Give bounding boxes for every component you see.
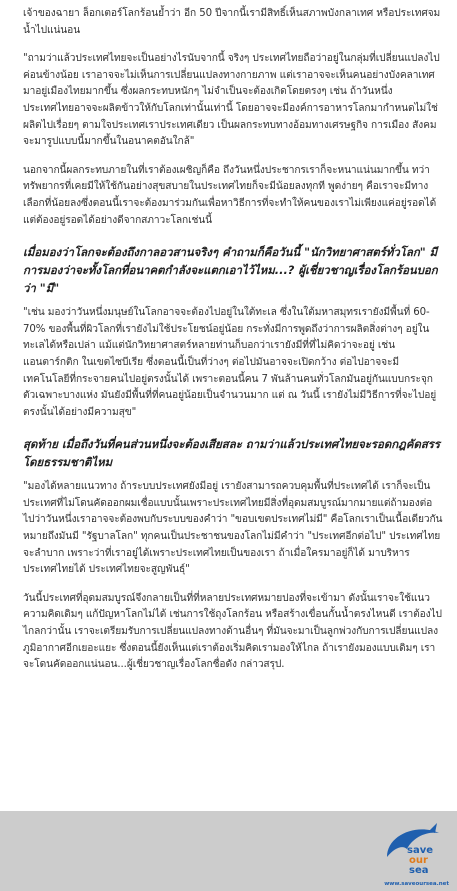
- logo-url-text: www.saveoursea.net: [384, 881, 449, 887]
- save-our-sea-logo[interactable]: [377, 817, 447, 883]
- logo-word-sea: sea: [409, 865, 429, 876]
- logo-word-save: save: [407, 845, 434, 856]
- section-heading-1: เมื่อมองว่าโลกจะต้องถึงกาลอวสานจริงๆ คำถามก็คือวันนี้ "นักวิทยาศาสตร์ทั่วโลก" มีการมองว่าจะทั้งโลกที่อนาคตกำลังจะแตกเอาไว้ไหม...? ผู้เชี่ยวชาญเรื่องโลกร้อนบอกว่า "มี": [23, 245, 438, 296]
- quote-paragraph-1: "ถามว่าแล้วประเทศไทยจะเป็นอย่างไรนับจากนี้ จริงๆ ประเทศไทยถือว่าอยู่ในกลุ่มที่เปลี่ยนแปลงไปค่อนข้างน้อย เราอาจจะไม่เห็นการเปลี่ยนแปลงทางกายภาพ แต่เราอาจจะเห็นคนอย่างบังคลาเทศมาอยู่เมืองไทยมากขึ้น ซึ่งผลกระทบหนักๆ ไม่จำเป็นจะต้องเกิดโดยตรงๆ เช่น ถ้าวันหนึ่งประเทศไทยอาจจะผลิตข้าวให้กับโลกเท่านั้นเท่านี้ โดยอาจจะมีองค์การอาหารโลกมากำหนดไม่ใช่ผลิตไปเรื่อยๆ ตามใจประเทศเราประเทศเดียว เป็นผลกระทบทางอ้อมทางเศรษฐกิจ การเมือง สังคม จะมารูปแบบนี้มากขึ้นในอนาคตอันใกล้": [23, 53, 440, 148]
- section-heading-2: สุดท้าย เมื่อถึงวันที่คนส่วนหนึ่งจะต้องเสียสละ ถามว่าแล้วประเทศไทยจะรอดกฎคัดสรรโดยธรรมชาติไหม: [23, 437, 441, 470]
- footer-band: [0, 811, 457, 891]
- quote-paragraph-3: "เช่น มองว่าวันหนึ่งมนุษย์ในโลกอาจจะต้องไปอยู่ในใต้ทะเล ซึ่งในใต้มหาสมุทรเรายังมีพื้นที่ 60-70% ของพื้นที่ผิวโลกที่เรายังไม่ใช้ประโยชน์อยู่น้อย กระทั่งมีการพูดถึงว่าการผลิตสิ่งต่างๆ อยู่ในทะเลได้หรือเปล่า แม้แต่นักวิทยาศาสตร์หลายท่านก็บอกว่าเรายังมีที่ที่ไม่คิดว่าจะอยู่ เช่น แอนตาร์กติก ในเขตไซบีเรีย ซึ่งตอนนี้เป็นที่ว่างๆ ต่อไปมันอาจจะเปิดกว้าง ต่อไปอาจจะมีเทคโนโลยีที่กระจายคนไปอยู่ตรงนั้นได้ เพราะตอนนี้คน 7 พันล้านคนทั่วโลกมันอยู่กันแบบกระจุกตัวเฉพาะบางแห่ง มันยังมีพื้นที่ที่คนอยู่น้อยเป็นจำนวนมาก แต่ ณ วันนี้ เรายังไม่มีวิธีการที่จะไปอยู่ตรงนั้นได้อย่างมีความสุข": [23, 307, 437, 418]
- quote-paragraph-4: "มองได้หลายแนวทาง ถ้าระบบประเทศยังมีอยู่ เรายังสามารถควบคุมพื้นที่ประเทศได้ เราก็จะเป็นประเทศที่ไม่โดนคัดออกผมเชื่อแบบนั้นเพราะประเทศไทยมีสิ่งที่อุดมสมบูรณ์มากมายแต่ถ้ามองต่อไปว่าวันหนึ่งเราอาจจะต้องพบกับระบบของคำว่า "ขอบเขตประเทศไม่มี" คือโลกเราเป็นเนื้อเดียวกัน หมายถึงมันมี "รัฐบาลโลก" ทุกคนเป็นประชาชนของโลกไม่มีคำว่า "ประเทศอีกต่อไป" ประเทศไทยจะลำบาก เพราะว่าที่เราอยู่ได้เพราะประเทศไทยเป็นของเรา ถ้าเมื่อใครมาอยู่ก็ได้ มาบริหารประเทศไทยได้ ประเทศไทยจะสูญพันธุ์": [23, 481, 443, 576]
- intro-paragraph: เจ้าของฉายา ล็อกเตอร์โลกร้อนย้ำว่า อีก 50 ปีจากนี้เรามีสิทธิ์เห็นสภาพบังกลาเทศ หรือประเทศจมน้ำไปแน่นอน: [23, 8, 441, 36]
- dolphin-logo-icon: [377, 817, 447, 883]
- paragraph-2: นอกจากนี้ผลกระทบภายในที่เราต้องเผชิญก็คือ ถึงวันหนึ่งประชากรเราก็จะหนาแน่นมากขึ้น ทว่าทรัพยากรที่เคยมีให้ใช้กันอย่างสุขสบายในประเทศไทยก็จะมีน้อยลงทุกที พูดง่ายๆ คือเราจะมีทางเลือกที่น้อยลงซึ่งตอนนี้เราจะต้องมาร่วมกันเพื่อหาวิธีการที่จะทำให้คนของเราไม่เพียงแค่อยู่รอดได้ แต่ต้องอยู่รอดได้อย่างดีจากสภาวะโลกเช่นนี้: [23, 164, 437, 226]
- article-body: [23, 6, 443, 686]
- logo-word-our: our: [409, 855, 428, 866]
- paragraph-5: วันนี้ประเทศที่อุดมสมบูรณ์จึงกลายเป็นที่ที่หลายประเทศหมายปองที่จะเข้ามา ดังนั้นเราจะใช้แนวความคิดเดิมๆ แก้ปัญหาโลกไม่ได้ เช่นการใช้ถุงโลกร้อน หรือสร้างเขื่อนกั้นน้ำตรงไหนดี เราต้องไปไกลกว่านั้น เราจะเตรียมรับการเปลี่ยนแปลงทางด้านอื่นๆ ที่มันจะมาเป็นลูกพ่วงกับการเปลี่ยนแปลงภูมิอากาศอีกเยอะแยะ ซึ่งตอนนี้ยังเห็นแต่เราต้องเริ่มคิดเรามองให้ไกล ถ้าเรายังมองแบบเดิมๆ เราจะโดนคัดออกแน่นอน...ผู้เชี่ยวชาญเรื่องโลกชื่อดัง กล่าวสรุป.: [23, 592, 442, 671]
